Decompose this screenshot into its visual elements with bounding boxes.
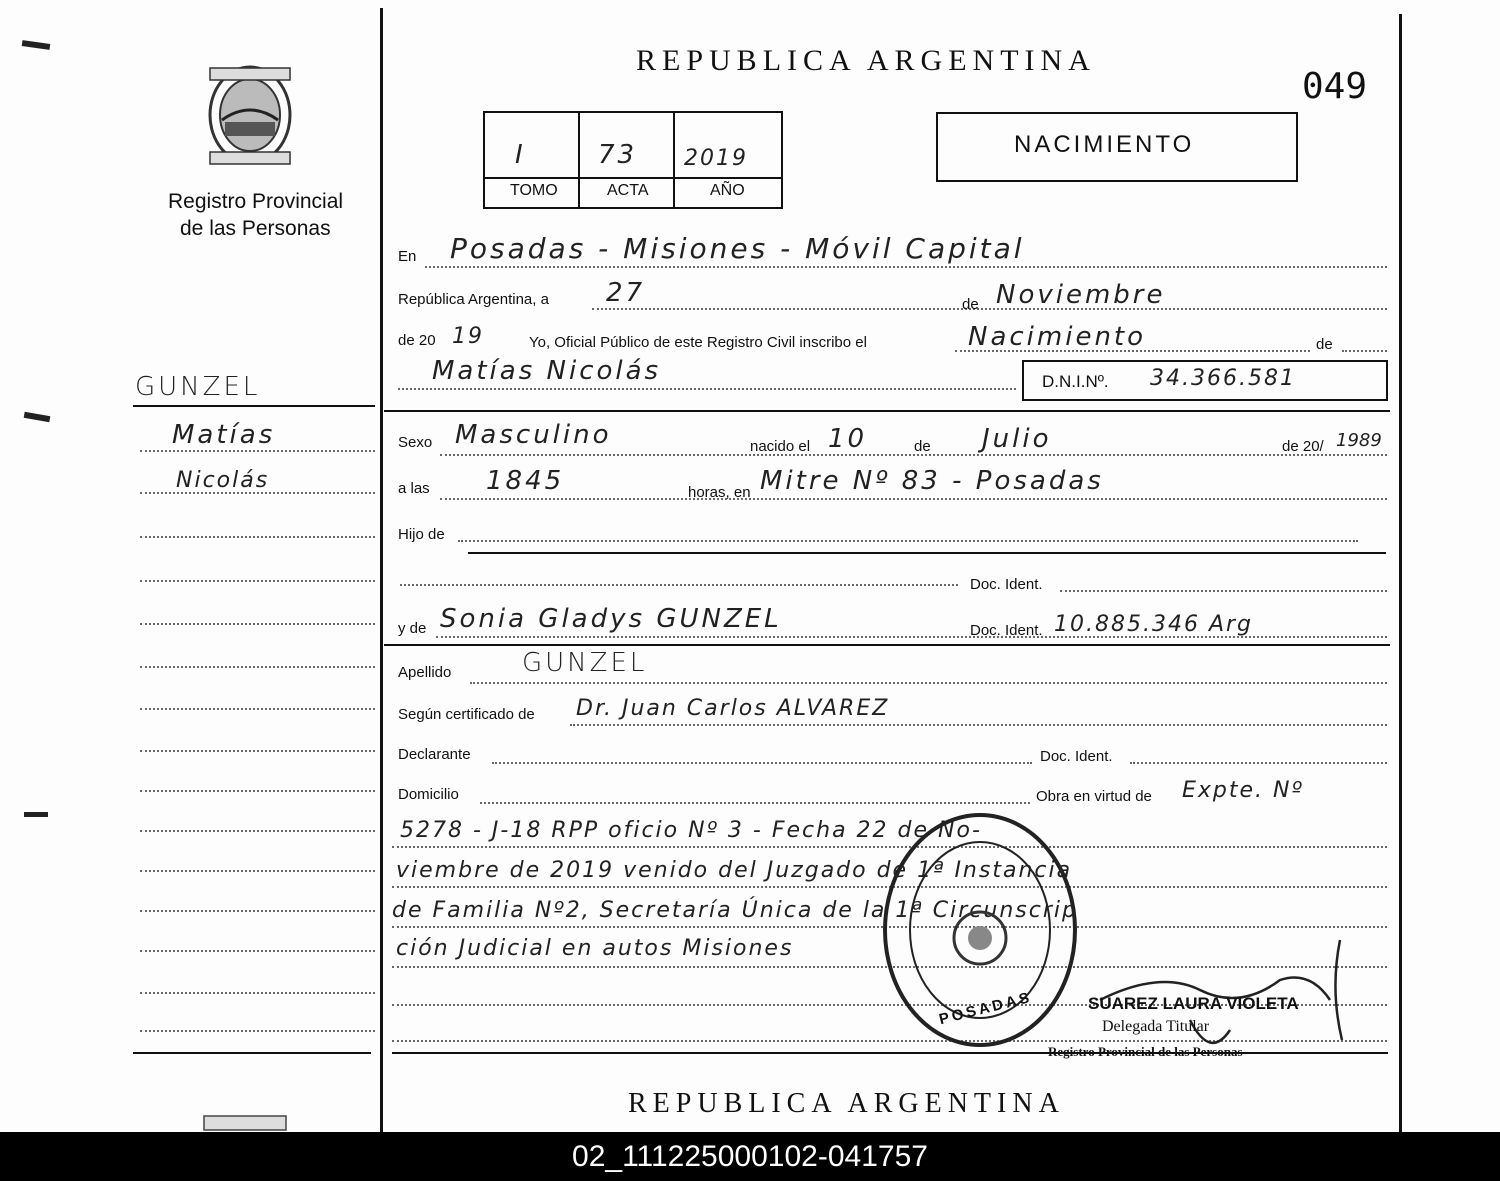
anio-label: AÑO <box>710 182 745 199</box>
margin-dotted-line <box>140 492 375 494</box>
margin-dotted-line <box>140 910 375 912</box>
scan-id: 02_111225000102-041757 <box>572 1139 928 1173</box>
scan-id-bar <box>0 1132 1500 1181</box>
person-name: Matías Nicolás <box>432 356 662 386</box>
section-rule <box>384 644 1390 646</box>
punch-mark <box>22 40 51 50</box>
margin-dotted-line <box>140 708 375 710</box>
margin-dotted-line <box>140 536 375 538</box>
obra-label: Obra en virtud de <box>1036 788 1152 805</box>
dni-label: D.N.I.Nº. <box>1042 372 1109 391</box>
de-label: de <box>962 296 979 313</box>
name-line <box>398 388 1016 390</box>
hijo-line <box>458 540 1358 542</box>
declarante-doc-line <box>1130 762 1387 764</box>
margin-bottom-rule <box>133 1052 371 1054</box>
horas-label: horas, en <box>688 484 751 501</box>
registry-name-line1: Registro Provincial <box>168 190 344 213</box>
obra-value: Expte. Nº <box>1182 778 1304 803</box>
document-title: REPUBLICA ARGENTINA <box>636 44 1096 77</box>
dni-value: 34.366.581 <box>1150 366 1296 391</box>
margin-dotted-line <box>140 450 375 452</box>
margin-dotted-line <box>140 580 375 582</box>
partial-emblem-icon <box>200 1110 290 1132</box>
inscribo-tail-line <box>1342 350 1387 352</box>
record-box-divider <box>578 111 580 209</box>
margin-surname: GUNZEL <box>135 372 261 402</box>
act-type: NACIMIENTO <box>1014 131 1195 158</box>
segun-value: Dr. Juan Carlos ALVAREZ <box>576 696 890 721</box>
note-line-1: 5278 - J-18 RPP oficio Nº 3 - Fecha 22 de No- <box>400 818 982 843</box>
yde-label: y de <box>398 620 427 637</box>
margin-dotted-line <box>140 830 375 832</box>
father-line <box>400 584 958 586</box>
punch-mark <box>24 812 48 817</box>
provincia-misiones-emblem-icon <box>200 60 300 175</box>
punch-mark <box>24 412 51 422</box>
doc-ident-label-3: Doc. Ident. <box>1040 748 1113 765</box>
acta-value: 73 <box>598 140 638 170</box>
doc-ident-label: Doc. Ident. <box>970 576 1043 593</box>
day-value: 27 <box>606 278 646 308</box>
margin-dotted-line <box>140 750 375 752</box>
left-column-border <box>380 8 383 1132</box>
en-value: Posadas - Misiones - Móvil Capital <box>450 232 1025 265</box>
margin-dotted-line <box>140 790 375 792</box>
signature-role: Delegada Titular <box>1102 1018 1210 1035</box>
en-label: En <box>398 248 417 265</box>
en-line <box>425 266 1387 268</box>
de20-label-2: de 20/ <box>1282 438 1324 455</box>
mother-value: Sonia Gladys GUNZEL <box>440 604 782 634</box>
record-box-divider <box>483 177 783 179</box>
hijo-label: Hijo de <box>398 526 445 543</box>
date-line <box>592 308 1387 310</box>
de-label-3: de <box>914 438 931 455</box>
margin-dotted-line <box>140 950 375 952</box>
margin-dotted-line <box>140 623 375 625</box>
record-box-divider <box>673 111 675 209</box>
segun-line <box>570 724 1387 726</box>
domicilio-label: Domicilio <box>398 786 459 803</box>
mother-doc: 10.885.346 Arg <box>1054 612 1254 637</box>
apellido-line <box>470 682 1387 684</box>
birth-day: 10 <box>828 424 868 454</box>
de20-label: de 20 <box>398 332 436 349</box>
republica-label: República Argentina, a <box>398 291 549 308</box>
sexo-value: Masculino <box>455 420 612 450</box>
de-label-2: de <box>1316 336 1333 353</box>
section-rule <box>384 410 1390 412</box>
domicilio-line <box>480 802 1030 804</box>
anio-value: 2019 <box>684 146 748 171</box>
note-line-2: viembre de 2019 venido del Juzgado de 1ª Instancia <box>396 858 1073 883</box>
margin-dotted-line <box>140 666 375 668</box>
year-value: 19 <box>452 324 484 349</box>
right-page-border <box>1399 14 1402 1132</box>
sexo-label: Sexo <box>398 434 433 451</box>
stamp-city: POSADAS <box>937 988 1034 1029</box>
margin-dotted-line <box>140 1030 375 1032</box>
month-value: Noviembre <box>996 280 1166 310</box>
section-rule <box>468 552 1386 554</box>
place-value: Mitre Nº 83 - Posadas <box>760 466 1104 496</box>
nacido-label: nacido el <box>750 438 811 455</box>
sexo-line <box>440 454 1387 456</box>
note-line-3: de Familia Nº2, Secretaría Única de la 1ª Circunscrip <box>392 898 1078 923</box>
page-number: 049 <box>1302 66 1368 107</box>
signature-name: SUAREZ LAURA VIOLETA <box>1088 994 1299 1013</box>
mother-line <box>436 636 1387 638</box>
place-line <box>440 498 1387 500</box>
declarante-line <box>492 762 1032 764</box>
apellido-label: Apellido <box>398 664 452 681</box>
hour-value: 1845 <box>486 466 565 496</box>
apellido-value: GUNZEL <box>522 648 648 678</box>
tomo-value: I <box>515 140 526 170</box>
acta-label: ACTA <box>607 182 649 199</box>
declarante-label: Declarante <box>398 746 471 763</box>
note-line-4: ción Judicial en autos Misiones <box>396 936 794 961</box>
next-page-title: REPUBLICA ARGENTINA <box>628 1088 1065 1119</box>
alas-label: a las <box>398 480 430 497</box>
margin-name1: Matías <box>172 420 276 450</box>
doc-ident-label-2: Doc. Ident. <box>970 622 1043 639</box>
inscribo-value: Nacimiento <box>968 322 1147 352</box>
registry-name-line2: de las Personas <box>180 217 331 240</box>
father-doc-line <box>1060 590 1387 592</box>
margin-rule <box>133 405 375 407</box>
signature-office: Registro Provincial de las Personas <box>1048 1044 1243 1059</box>
birth-year: 1989 <box>1336 430 1382 451</box>
margin-dotted-line <box>140 992 375 994</box>
tomo-label: TOMO <box>510 182 558 199</box>
margin-dotted-line <box>140 870 375 872</box>
birth-month: Julio <box>982 424 1052 454</box>
segun-label: Según certificado de <box>398 706 535 723</box>
margin-name2: Nicolás <box>176 468 270 493</box>
inscribo-text: Yo, Oficial Público de este Registro Civil inscribo el <box>529 334 867 351</box>
